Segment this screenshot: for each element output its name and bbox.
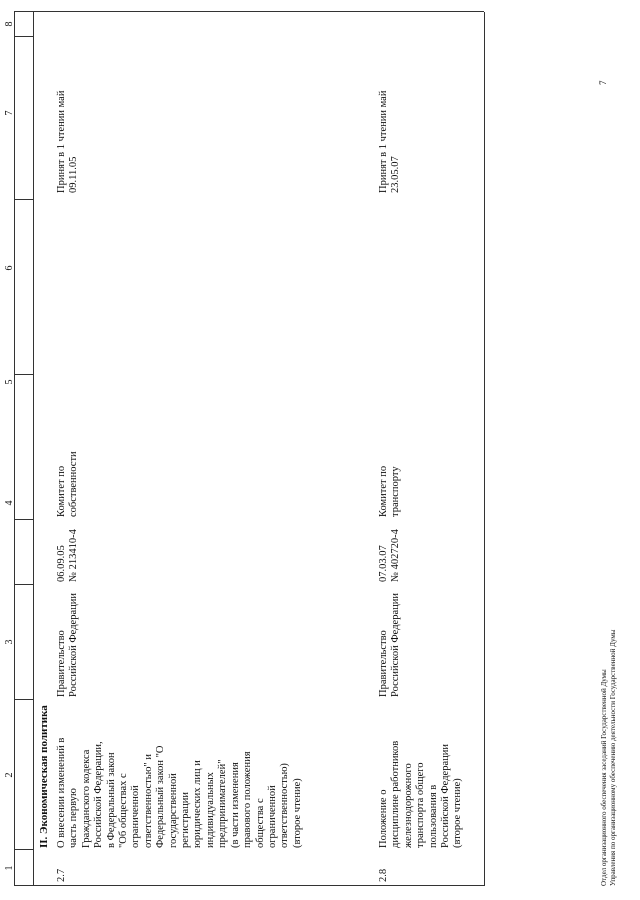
header-row-border xyxy=(33,12,34,886)
row-date-number: 07.03.07 № 402720-4 xyxy=(378,529,402,582)
column-number-5: 5 xyxy=(4,379,15,385)
col-border-7 xyxy=(14,36,33,37)
col-border-0 xyxy=(14,885,484,886)
col-border-8 xyxy=(14,11,484,12)
row-number: 2.7 xyxy=(56,868,67,882)
section-title: II. Экономическая политика xyxy=(38,705,50,848)
column-number-7: 7 xyxy=(4,110,15,116)
row-initiator: Правительство Российской Федерации xyxy=(56,593,80,697)
row-initiator: Правительство Российской Федерации xyxy=(378,593,402,697)
col-border-6 xyxy=(14,199,33,200)
footer-line-2: Управления по организационному обеспечению деятельности Государственной Думы xyxy=(609,629,617,886)
row-committee: Комитет по собственности xyxy=(56,451,80,517)
row-committee: Комитет по транспорту xyxy=(378,465,402,517)
column-number-3: 3 xyxy=(4,639,15,645)
column-number-1: 1 xyxy=(4,865,15,871)
col-border-3 xyxy=(14,584,33,585)
row-number: 2.8 xyxy=(378,868,389,882)
col-border-1 xyxy=(14,849,33,850)
row-date-number: 06.09.05 № 213410-4 xyxy=(56,529,80,582)
row-title: О внесении изменений в часть первую Гражданского кодекса Российской Федерации, в Федеральный закон "Об обществах с ограниченной ответственностью" и Федеральный закон "О государственной регистрации юридических лиц и индивидуальных предпринимателей" (в части изменения правового положения общества с ограниченной ответственностью) (второе чтение) xyxy=(56,737,303,848)
page-number: 7 xyxy=(598,80,608,85)
col-border-2 xyxy=(14,699,33,700)
column-number-2: 2 xyxy=(4,772,15,778)
col-border-4 xyxy=(14,519,33,520)
column-number-8: 8 xyxy=(4,21,15,27)
col-border-5 xyxy=(14,374,33,375)
row-title: Положение о дисциплине работников железнодорожного транспорта общего пользования в Российской Федерации (второе чтение) xyxy=(378,740,464,848)
table-bottom-border xyxy=(484,12,485,886)
row-status: Принят в 1 чтении май 23.05.07 xyxy=(378,90,402,193)
column-number-6: 6 xyxy=(4,265,15,271)
column-number-4: 4 xyxy=(4,500,15,506)
footer-line-1: Отдел организационного обеспечения заседаний Государственной Думы xyxy=(600,669,608,886)
table-top-border xyxy=(14,12,15,886)
row-status: Принят в 1 чтении май 09.11.05 xyxy=(56,90,80,193)
